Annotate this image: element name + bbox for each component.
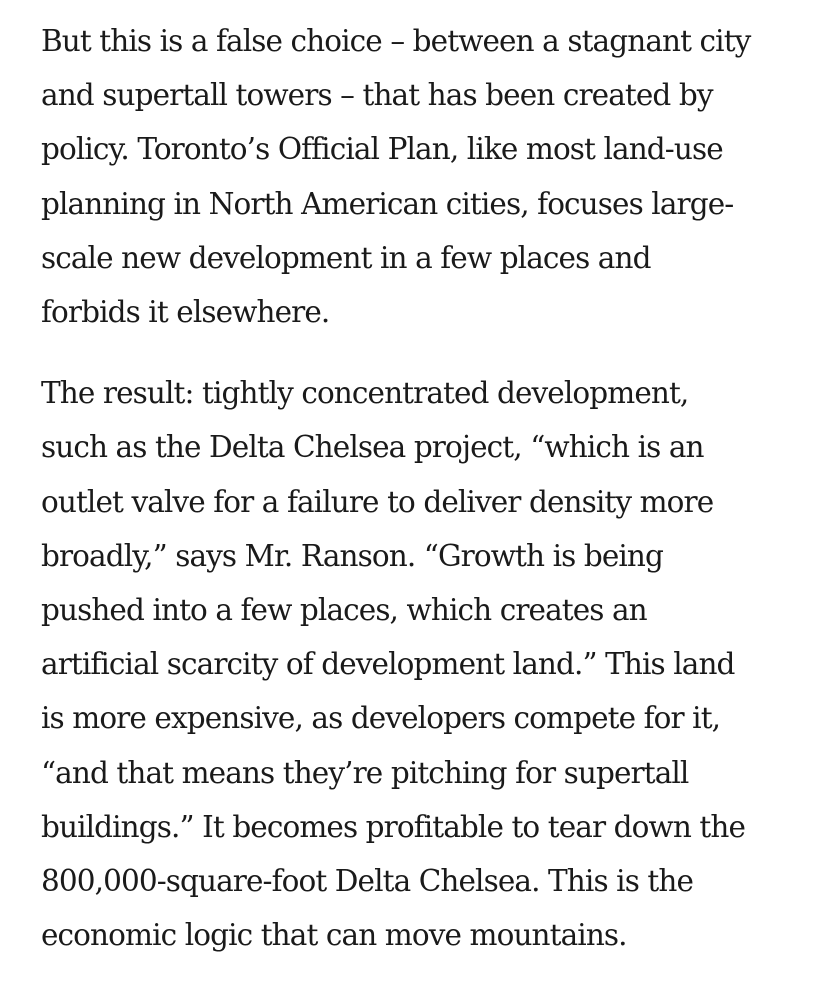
text-line: artificial scarcity of development land.” This land — [41, 647, 735, 682]
text-line: 800,000-square-foot Delta Chelsea. This is the — [41, 864, 694, 899]
text-line: such as the Delta Chelsea project, “which is an — [41, 430, 704, 465]
text-line: “and that means they’re pitching for supertall — [41, 755, 689, 790]
text-line: scale new development in a few places and — [41, 240, 651, 275]
text-line: economic logic that can move mountains. — [41, 918, 627, 953]
paragraph-1 — [41, 14, 821, 339]
text-line: forbids it elsewhere. — [41, 295, 330, 330]
text-line: broadly,” says Mr. Ranson. “Growth is being — [41, 538, 663, 573]
text-line: planning in North American cities, focuses large- — [41, 186, 734, 221]
text-line: But this is a false choice – between a stagnant city — [41, 24, 751, 58]
text-line: policy. Toronto’s Official Plan, like most land-use — [41, 132, 723, 167]
text-line: outlet valve for a failure to deliver density more — [41, 484, 714, 519]
text-line: The result: tightly concentrated development, — [41, 376, 689, 411]
text-line: is more expensive, as developers compete for it, — [41, 701, 721, 736]
text-line: pushed into a few places, which creates an — [41, 593, 647, 628]
article-body — [41, 14, 821, 962]
text-line: buildings.” It becomes profitable to tear down the — [41, 809, 746, 844]
text-line: and supertall towers – that has been created by — [41, 78, 713, 113]
paragraph-2 — [41, 366, 821, 962]
